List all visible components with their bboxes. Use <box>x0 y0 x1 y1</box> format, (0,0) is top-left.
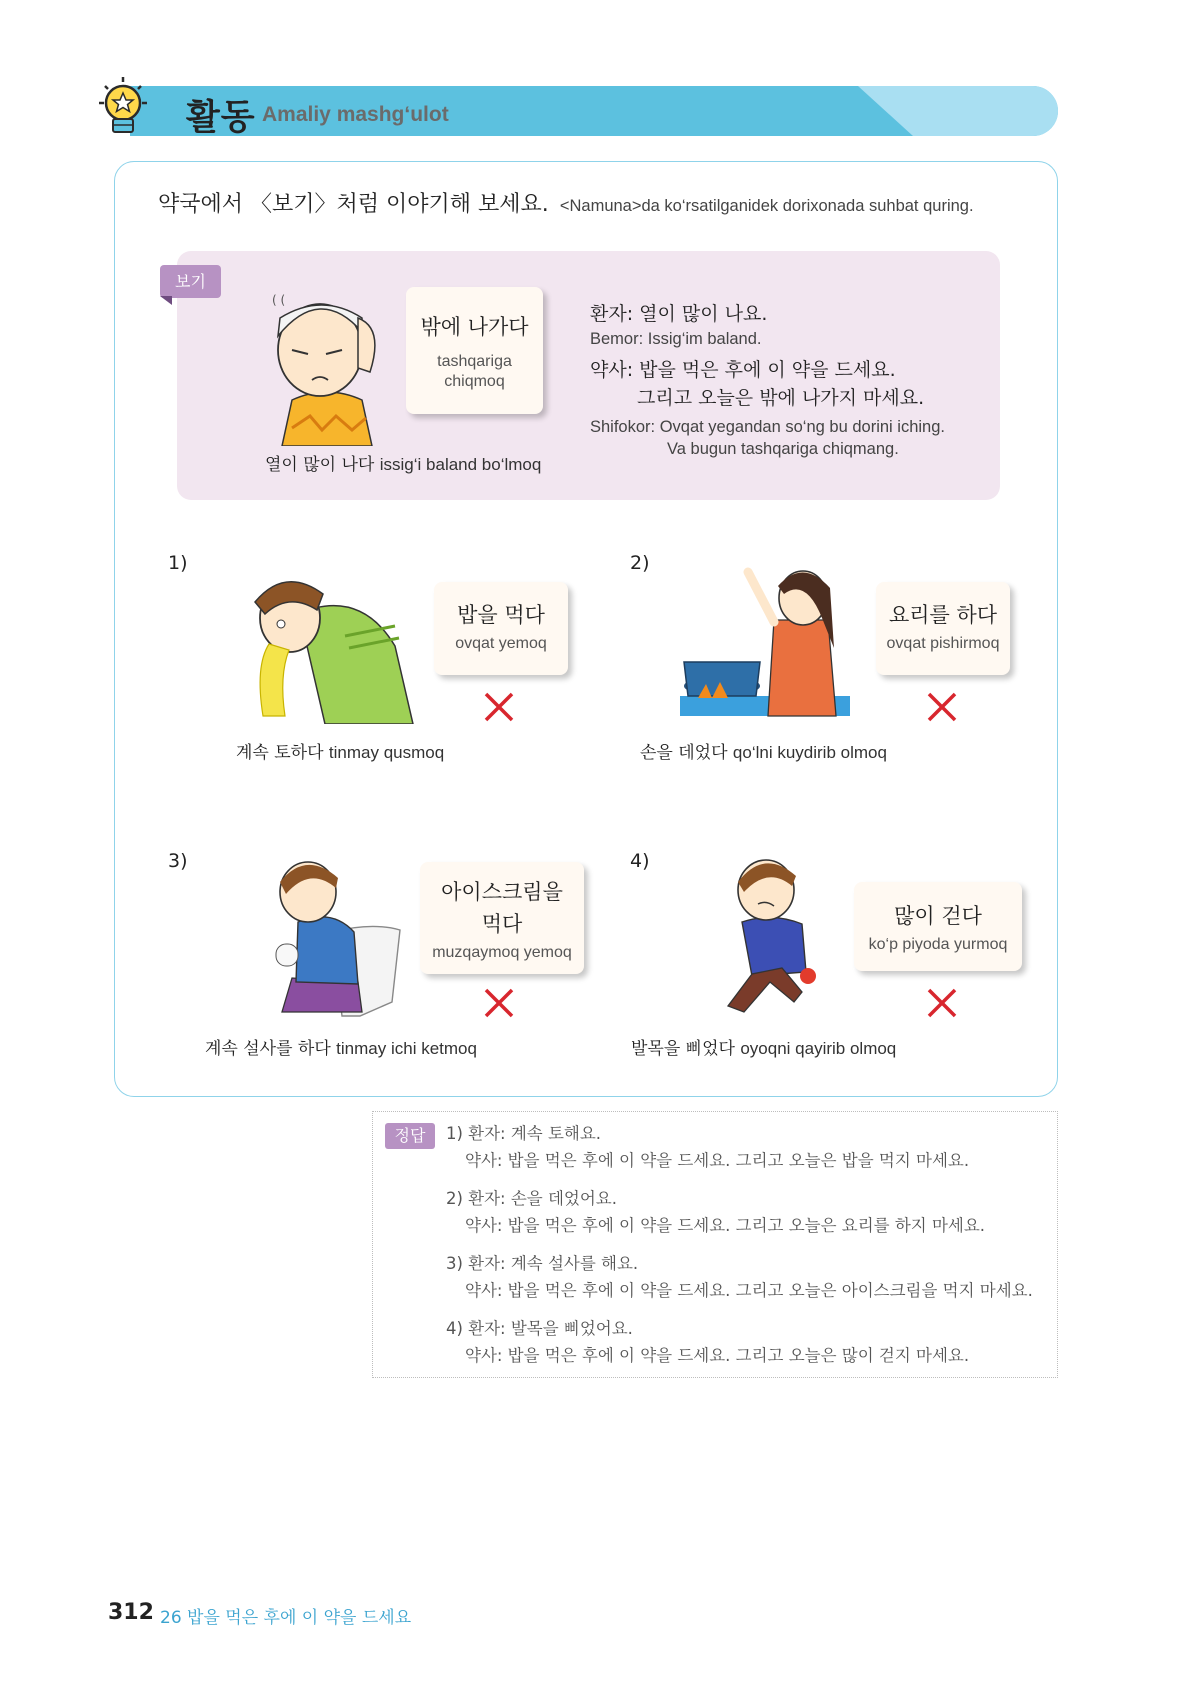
chapter-title: 26 밥을 먹은 후에 이 약을 드세요 <box>160 1608 412 1628</box>
exercise-1-number: 1) <box>168 552 188 574</box>
exercise-2-card <box>876 582 1010 675</box>
example-card-uz-1: tashqariga <box>437 353 512 370</box>
answer-item <box>446 1120 1046 1174</box>
example-card-ko: 밖에 나가다 <box>420 315 529 339</box>
exercise-1-caption <box>236 738 444 763</box>
answer-patient: 4) 환자: 발목을 삐었어요. <box>446 1319 633 1338</box>
exercise-4-caption <box>631 1034 896 1059</box>
answer-pharmacist: 약사: 밥을 먹은 후에 이 약을 드세요. 그리고 오늘은 많이 걷지 마세요. <box>465 1346 970 1365</box>
section-title: 활동 <box>186 98 256 138</box>
exercise-3-caption <box>205 1034 477 1059</box>
section-subtitle: Amaliy mashg‘ulot <box>262 103 449 126</box>
example-caption-uz: issig‘i baland bo‘lmoq <box>379 455 542 474</box>
answer-pharmacist: 약사: 밥을 먹은 후에 이 약을 드세요. 그리고 오늘은 아이스크림을 먹지 마세요. <box>465 1281 1033 1300</box>
exercise-4-card <box>854 882 1022 971</box>
page-number: 312 <box>108 1600 154 1625</box>
answer-patient: 3) 환자: 계속 설사를 해요. <box>446 1254 639 1273</box>
exercise-3-card <box>420 862 584 974</box>
exercise-4-caption-ko: 발목을 삐었다 <box>631 1039 735 1059</box>
exercise-2-caption-ko: 손을 데었다 <box>640 743 728 763</box>
exercise-1-card <box>434 582 568 675</box>
exercise-3-card-uz: muzqaymoq yemoq <box>432 944 572 961</box>
x-mark-icon <box>926 987 958 1019</box>
example-dialog <box>590 300 990 460</box>
exercise-4-card-uz: ko‘p piyoda yurmoq <box>868 936 1008 953</box>
exercise-2-caption <box>640 738 887 763</box>
exercise-2-card-ko: 요리를 하다 <box>888 603 998 627</box>
svg-text:( (: ( ( <box>272 293 286 307</box>
sick-boy-illustration <box>262 288 392 446</box>
answer-item <box>446 1185 1046 1239</box>
exercise-4-card-ko: 많이 걷다 <box>894 904 982 928</box>
exercise-3-card-ko-2: 먹다 <box>481 912 523 936</box>
badge-fold <box>160 296 172 305</box>
exercise-2-caption-uz: qo‘lni kuydirib olmoq <box>732 743 887 762</box>
example-card-uz-2: chiqmoq <box>444 373 505 390</box>
example-caption-ko: 열이 많이 나다 <box>265 455 375 475</box>
dialog-pharm-ko-1: 약사: 밥을 먹은 후에 이 약을 드세요. <box>590 359 896 381</box>
example-card <box>406 287 543 414</box>
dialog-pharm-uz-1: Shifokor: Ovqat yegandan so‘ng bu dorini iching. <box>590 418 945 436</box>
answer-list <box>446 1120 1046 1380</box>
exercise-4-number: 4) <box>630 850 650 872</box>
toilet-boy-illustration <box>272 852 402 1017</box>
exercise-3-caption-uz: tinmay ichi ketmoq <box>336 1039 477 1058</box>
sprained-ankle-illustration <box>722 852 822 1017</box>
burned-hand-illustration <box>678 558 853 724</box>
exercise-1-caption-ko: 계속 토하다 <box>236 743 324 763</box>
example-caption <box>265 450 541 475</box>
answer-badge: 정답 <box>385 1123 435 1149</box>
exercise-4-caption-uz: oyoqni qayirib olmoq <box>740 1039 897 1058</box>
answer-patient: 1) 환자: 계속 토해요. <box>446 1124 602 1143</box>
instruction-ko: 약국에서 〈보기〉처럼 이야기해 보세요. <box>158 192 549 217</box>
x-mark-icon <box>926 691 958 723</box>
exercise-2-card-uz: ovqat pishirmoq <box>886 635 1000 652</box>
x-mark-icon <box>483 987 515 1019</box>
instruction <box>158 187 974 218</box>
answer-item <box>446 1315 1046 1369</box>
answer-pharmacist: 약사: 밥을 먹은 후에 이 약을 드세요. 그리고 오늘은 밥을 먹지 마세요. <box>465 1151 970 1170</box>
exercise-3-caption-ko: 계속 설사를 하다 <box>205 1039 331 1059</box>
example-badge: 보기 <box>160 265 221 298</box>
exercise-3-card-ko-1: 아이스크림을 <box>441 880 563 904</box>
dialog-patient-ko: 환자: 열이 많이 나요. <box>590 303 768 325</box>
vomiting-man-illustration <box>245 566 415 724</box>
exercise-2-number: 2) <box>630 552 650 574</box>
instruction-uz: <Namuna>da ko‘rsatilganidek dorixonada suhbat quring. <box>559 197 974 215</box>
exercise-1-card-ko: 밥을 먹다 <box>457 603 545 627</box>
dialog-pharm-ko-2: 그리고 오늘은 밖에 나가지 마세요. <box>637 387 925 409</box>
answer-patient: 2) 환자: 손을 데었어요. <box>446 1189 617 1208</box>
x-mark-icon <box>483 691 515 723</box>
dialog-patient-uz: Bemor: Issig‘im baland. <box>590 330 762 348</box>
answer-item <box>446 1250 1046 1304</box>
exercise-1-caption-uz: tinmay qusmoq <box>328 743 445 762</box>
exercise-1-card-uz: ovqat yemoq <box>455 635 547 652</box>
answer-pharmacist: 약사: 밥을 먹은 후에 이 약을 드세요. 그리고 오늘은 요리를 하지 마세요. <box>465 1216 986 1235</box>
dialog-pharm-uz-2: Va bugun tashqariga chiqmang. <box>667 440 899 458</box>
exercise-3-number: 3) <box>168 850 188 872</box>
lightbulb-star-icon <box>94 76 152 140</box>
